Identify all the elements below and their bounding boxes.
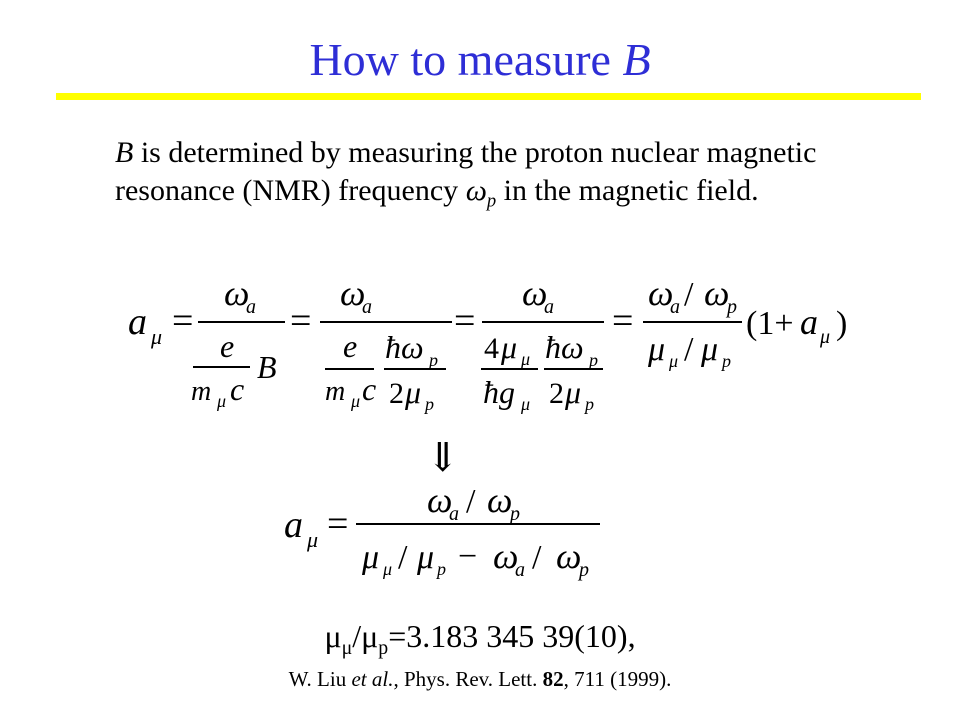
ratio-slash: / <box>352 618 362 654</box>
svg-text:μ: μ <box>501 329 518 365</box>
svg-text:ω: ω <box>340 273 366 313</box>
svg-text:μ: μ <box>701 331 719 368</box>
equation-1 <box>128 273 847 414</box>
svg-text:ω: ω <box>493 536 519 576</box>
ratio-mu-sub: μ <box>341 636 353 659</box>
svg-text:μ: μ <box>151 324 163 349</box>
ref-author: W. Liu <box>288 667 352 691</box>
ref-journal: , Phys. Rev. Lett. <box>393 667 543 691</box>
svg-text:μ: μ <box>820 326 831 348</box>
svg-text:ω: ω <box>522 273 548 313</box>
svg-text:ħg: ħg <box>483 374 515 410</box>
svg-text:ω: ω <box>704 273 730 313</box>
svg-text:e: e <box>220 328 235 364</box>
citation <box>0 666 960 692</box>
svg-text:a: a <box>800 302 818 342</box>
svg-text:p: p <box>425 394 434 414</box>
ref-pages-year: , 711 (1999). <box>563 667 672 691</box>
svg-text:a: a <box>362 296 372 318</box>
intro-var-b: B <box>115 136 134 169</box>
svg-text:μ: μ <box>383 559 393 579</box>
svg-text:ω: ω <box>224 273 250 313</box>
intro-part1: is determined by measuring the proton nuclear magnetic resonance (NMR) frequency <box>115 136 817 207</box>
svg-text:μ: μ <box>521 349 531 369</box>
svg-text:μ: μ <box>417 539 435 576</box>
svg-text:a: a <box>670 296 680 318</box>
svg-text:μ: μ <box>565 374 582 410</box>
ref-volume: 82 <box>542 667 564 691</box>
svg-text:μ: μ <box>217 391 227 411</box>
svg-text:μ: μ <box>669 351 679 371</box>
implies-arrow <box>426 435 460 480</box>
svg-text:μ: μ <box>648 331 666 368</box>
intro-part2: in the magnetic field. <box>496 174 759 207</box>
title-text: How to measure <box>309 34 623 85</box>
svg-text:4: 4 <box>484 332 499 365</box>
svg-text:a: a <box>246 296 256 318</box>
svg-text:p: p <box>437 559 446 579</box>
omega-subscript: p <box>486 190 497 212</box>
magnetic-moment-ratio <box>0 616 960 659</box>
svg-text:μ: μ <box>307 527 319 552</box>
svg-text:ħω: ħω <box>385 329 424 365</box>
svg-text:B: B <box>257 349 277 385</box>
ratio-value: =3.183 345 39(10), <box>388 618 636 654</box>
svg-text:): ) <box>836 305 848 342</box>
svg-text:ω: ω <box>487 480 513 520</box>
implies-symbol: ⇓ <box>426 435 460 480</box>
svg-text:c: c <box>230 371 245 407</box>
svg-text:m: m <box>191 376 212 407</box>
svg-text:(1+: (1+ <box>746 305 794 342</box>
ratio-mu: μ <box>324 618 342 654</box>
svg-text:/: / <box>684 276 694 313</box>
svg-text:ω: ω <box>556 536 582 576</box>
svg-text:a: a <box>284 504 303 546</box>
svg-text:p: p <box>510 503 520 525</box>
svg-text:e: e <box>343 328 358 364</box>
svg-text:μ: μ <box>362 539 380 576</box>
svg-text:p: p <box>727 296 737 318</box>
svg-text:p: p <box>429 350 438 370</box>
svg-text:/: / <box>398 539 408 576</box>
svg-text:c: c <box>362 371 377 407</box>
svg-text:μ: μ <box>405 374 422 410</box>
svg-text:/: / <box>532 539 542 576</box>
title-variable: B <box>622 34 651 85</box>
svg-text:a: a <box>128 301 147 343</box>
svg-text:ω: ω <box>648 273 674 313</box>
svg-text:/: / <box>684 331 694 368</box>
svg-text:=: = <box>612 300 634 342</box>
svg-text:a: a <box>449 503 459 525</box>
svg-text:−: − <box>458 538 478 575</box>
svg-text:ħω: ħω <box>545 329 584 365</box>
svg-text:a: a <box>515 559 525 581</box>
svg-text:ω: ω <box>427 480 453 520</box>
svg-text:p: p <box>579 559 589 581</box>
svg-text:μ: μ <box>351 391 361 411</box>
svg-text:a: a <box>544 296 554 318</box>
omega-symbol: ω <box>465 174 487 207</box>
svg-text:2: 2 <box>549 377 564 410</box>
svg-text:=: = <box>290 300 312 342</box>
ratio-mu2-sub: p <box>378 636 389 659</box>
svg-text:μ: μ <box>521 394 531 414</box>
svg-text:p: p <box>589 350 598 370</box>
svg-text:=: = <box>172 300 194 342</box>
equation-2 <box>284 480 600 581</box>
svg-text:2: 2 <box>389 377 404 410</box>
svg-text:=: = <box>454 300 476 342</box>
ref-etal: et al. <box>351 667 394 691</box>
svg-text:m: m <box>325 376 346 407</box>
svg-text:=: = <box>327 503 349 545</box>
svg-text:p: p <box>585 394 594 414</box>
svg-text:/: / <box>466 483 476 520</box>
ratio-mu2: μ <box>361 618 379 654</box>
svg-text:p: p <box>722 351 731 371</box>
